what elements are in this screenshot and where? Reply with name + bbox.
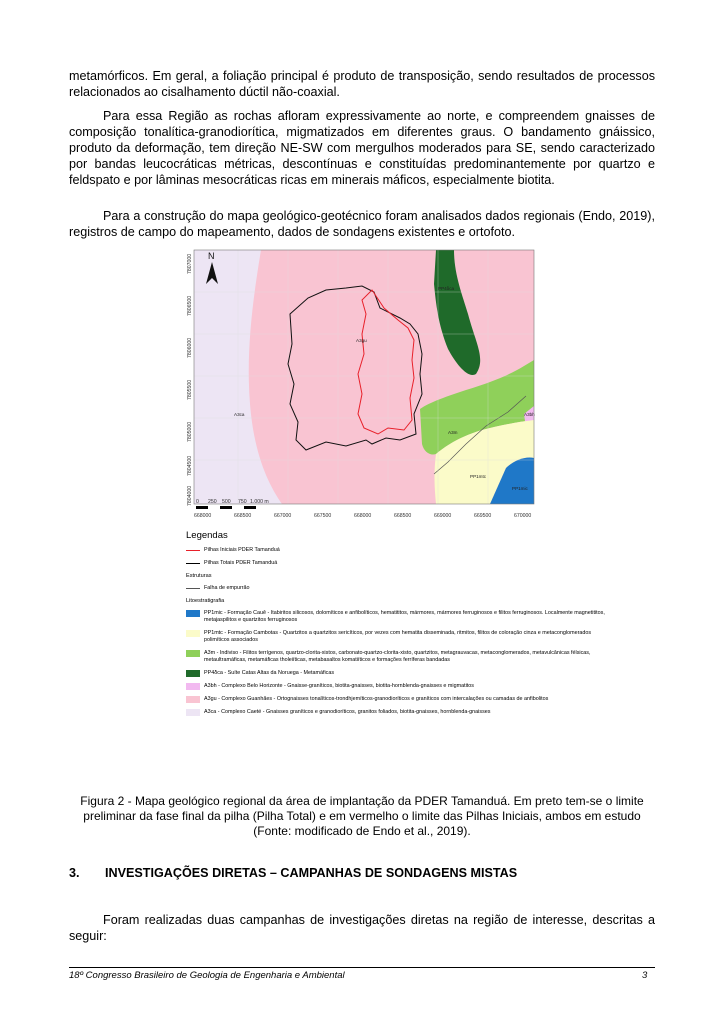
swatch-pp1mic xyxy=(186,610,200,617)
label-pp1mic: PP1mic xyxy=(512,486,528,491)
page-number: 3 xyxy=(642,970,648,981)
svg-text:500: 500 xyxy=(222,499,231,505)
label-a3bh: A3bh xyxy=(524,412,535,417)
label-pp1mtc: PP1mtc xyxy=(470,474,487,479)
legend-title: Legendas xyxy=(186,530,228,541)
svg-text:670000: 670000 xyxy=(514,513,532,519)
section-title: INVESTIGAÇÕES DIRETAS – CAMPANHAS DE SONDAGENS MISTAS xyxy=(105,866,518,880)
swatch-pp1mtc xyxy=(186,630,200,637)
svg-text:668000: 668000 xyxy=(354,513,372,519)
legend-unit-a3m: A3m - Indiviso - Filitos terrígenos, quartzo-clorita-xistos, carbonato-quartzo-clorita-xisto, quartzitos, metagrauvacas, metaconglomerados, metavulcânicas félsicas, metaultramáficas, metamáficas tholeiíticas, metabasaltos komatiíticos e formações ferríferas bandadas xyxy=(186,650,606,664)
black-line-icon xyxy=(186,560,200,567)
footer-divider xyxy=(69,967,655,968)
label-a3m: A3m xyxy=(448,430,458,435)
legend-unit-a3bh: A3bh - Complexo Belo Horizonte - Gnaisse-graníticos, biotita-gnaisses, biotita-hornblenda-gnaisses e migmatitos xyxy=(186,683,606,690)
swatch-a3gu xyxy=(186,696,200,703)
y-axis-ticks xyxy=(187,254,193,506)
map-legend xyxy=(186,530,606,722)
paragraph-4: Foram realizadas duas campanhas de investigações diretas na região de interesse, descritas a seguir: xyxy=(69,913,655,943)
figure-caption: Figura 2 - Mapa geológico regional da área de implantação da PDER Tamanduá. Em preto tem-se o limite preliminar da fase final da pilha (Pilha Total) e em vermelho o limite das Pilhas Iniciais, ambos em estudo (Fonte: modificado de Endo et al., 2019). xyxy=(80,794,644,838)
legend-lito-heading: Litoestratigrafia xyxy=(186,598,225,604)
swatch-a3m xyxy=(186,650,200,657)
section-heading xyxy=(69,866,517,880)
svg-text:7806500: 7806500 xyxy=(187,295,193,316)
svg-text:7804500: 7804500 xyxy=(187,455,193,476)
swatch-a3bh xyxy=(186,683,200,690)
svg-text:669000: 669000 xyxy=(434,513,452,519)
legend-unit-a3gu: A3gu - Complexo Guanhães - Ortognaisses tonalíticos-trondhjemíticos-granodioríticos e graníticos com intercalações ou camadas de anfibolitos xyxy=(186,696,606,703)
swatch-a3ca xyxy=(186,709,200,716)
x-axis-ticks xyxy=(194,513,531,519)
svg-text:667000: 667000 xyxy=(274,513,292,519)
paragraph-2: Para essa Região as rochas afloram expressivamente ao norte, e compreendem gnaisses de composição tonalítica-granodiorítica, migmatizados em diferentes graus. O bandamento gnáissico, produto da deformação, tem direção NE-SW com mergulhos moderados para SE, sendo caracterizado por bandas leucocráticas métricas, descontínuas e constituídas predominantemente por quartzo e feldspato e por lâminas mesocráticas ricas em minerais máficos, especialmente biotita. xyxy=(69,109,655,187)
paragraph-3: Para a construção do mapa geológico-geotécnico foram analisados dados regionais (Endo, 2019), registros de campo do mapeamento, dados de sondagens existentes e ortofoto. xyxy=(69,209,655,239)
svg-text:668500: 668500 xyxy=(234,513,252,519)
svg-text:668000: 668000 xyxy=(194,513,212,519)
paragraph-1: metamórficos. Em geral, a foliação principal é produto de transposição, sendo resultados de processos relacionados ao cisalhamento dúctil não-coaxial. xyxy=(69,69,655,99)
legend-unit-pp1mic: PP1mic - Formação Cauê - Itabiritos silicosos, dolomíticos e anfibolíticos, hematititos, mármores, mármores ferruginosos e filitos ferruginosos. Localmente magnetititos, metajaspilitos e quartzitos ferruginosos xyxy=(186,610,606,624)
label-a3gu: A3gu xyxy=(356,338,367,343)
svg-text:7805500: 7805500 xyxy=(187,379,193,400)
legend-line-pilhas-totais: Pilhas Totais PDER Tamanduá xyxy=(186,560,606,567)
svg-text:667500: 667500 xyxy=(314,513,332,519)
label-pp4ca: PP4δca xyxy=(438,286,455,291)
svg-text:750: 750 xyxy=(238,499,247,505)
svg-text:0: 0 xyxy=(196,499,199,505)
svg-text:7806000: 7806000 xyxy=(187,337,193,358)
svg-text:669500: 669500 xyxy=(474,513,492,519)
legend-unit-a3ca: A3ca - Complexo Caeté - Gnaisses graníticos e granodioríticos, granitos foliados, biotita-gnaisses, hornblenda-gnaisses xyxy=(186,709,606,716)
legend-unit-pp4ca: PP4δca - Suíte Catas Altas da Noruega - Metamáficas xyxy=(186,670,606,677)
svg-text:668500: 668500 xyxy=(394,513,412,519)
svg-text:7804000: 7804000 xyxy=(187,485,193,506)
legend-falha: Falha de empurrão xyxy=(186,585,606,592)
fault-line-icon xyxy=(186,585,200,592)
svg-text:7805000: 7805000 xyxy=(187,421,193,442)
legend-line-pilhas-iniciais: Pilhas Iniciais PDER Tamanduá xyxy=(186,547,606,554)
footer-text: 18º Congresso Brasileiro de Geologia de Engenharia e Ambiental xyxy=(69,970,345,981)
section-number: 3. xyxy=(69,866,80,880)
svg-text:7807000: 7807000 xyxy=(187,253,193,274)
legend-unit-pp1mtc: PP1mtc - Formação Cambotas - Quartzitos a quartzitos sericíticos, por vezes com hematita disseminada, ritmitos, filitos de coloração cinza e metaconglomerados polimíticos associados xyxy=(186,630,606,644)
red-line-icon xyxy=(186,547,200,554)
legend-estruturas-heading: Estruturas xyxy=(186,573,212,579)
label-a3ca: A3ca xyxy=(234,412,245,417)
svg-text:N: N xyxy=(208,251,215,261)
svg-text:1.000 m: 1.000 m xyxy=(250,499,269,505)
geologic-map xyxy=(186,244,536,520)
swatch-pp4ca xyxy=(186,670,200,677)
svg-text:250: 250 xyxy=(208,499,217,505)
